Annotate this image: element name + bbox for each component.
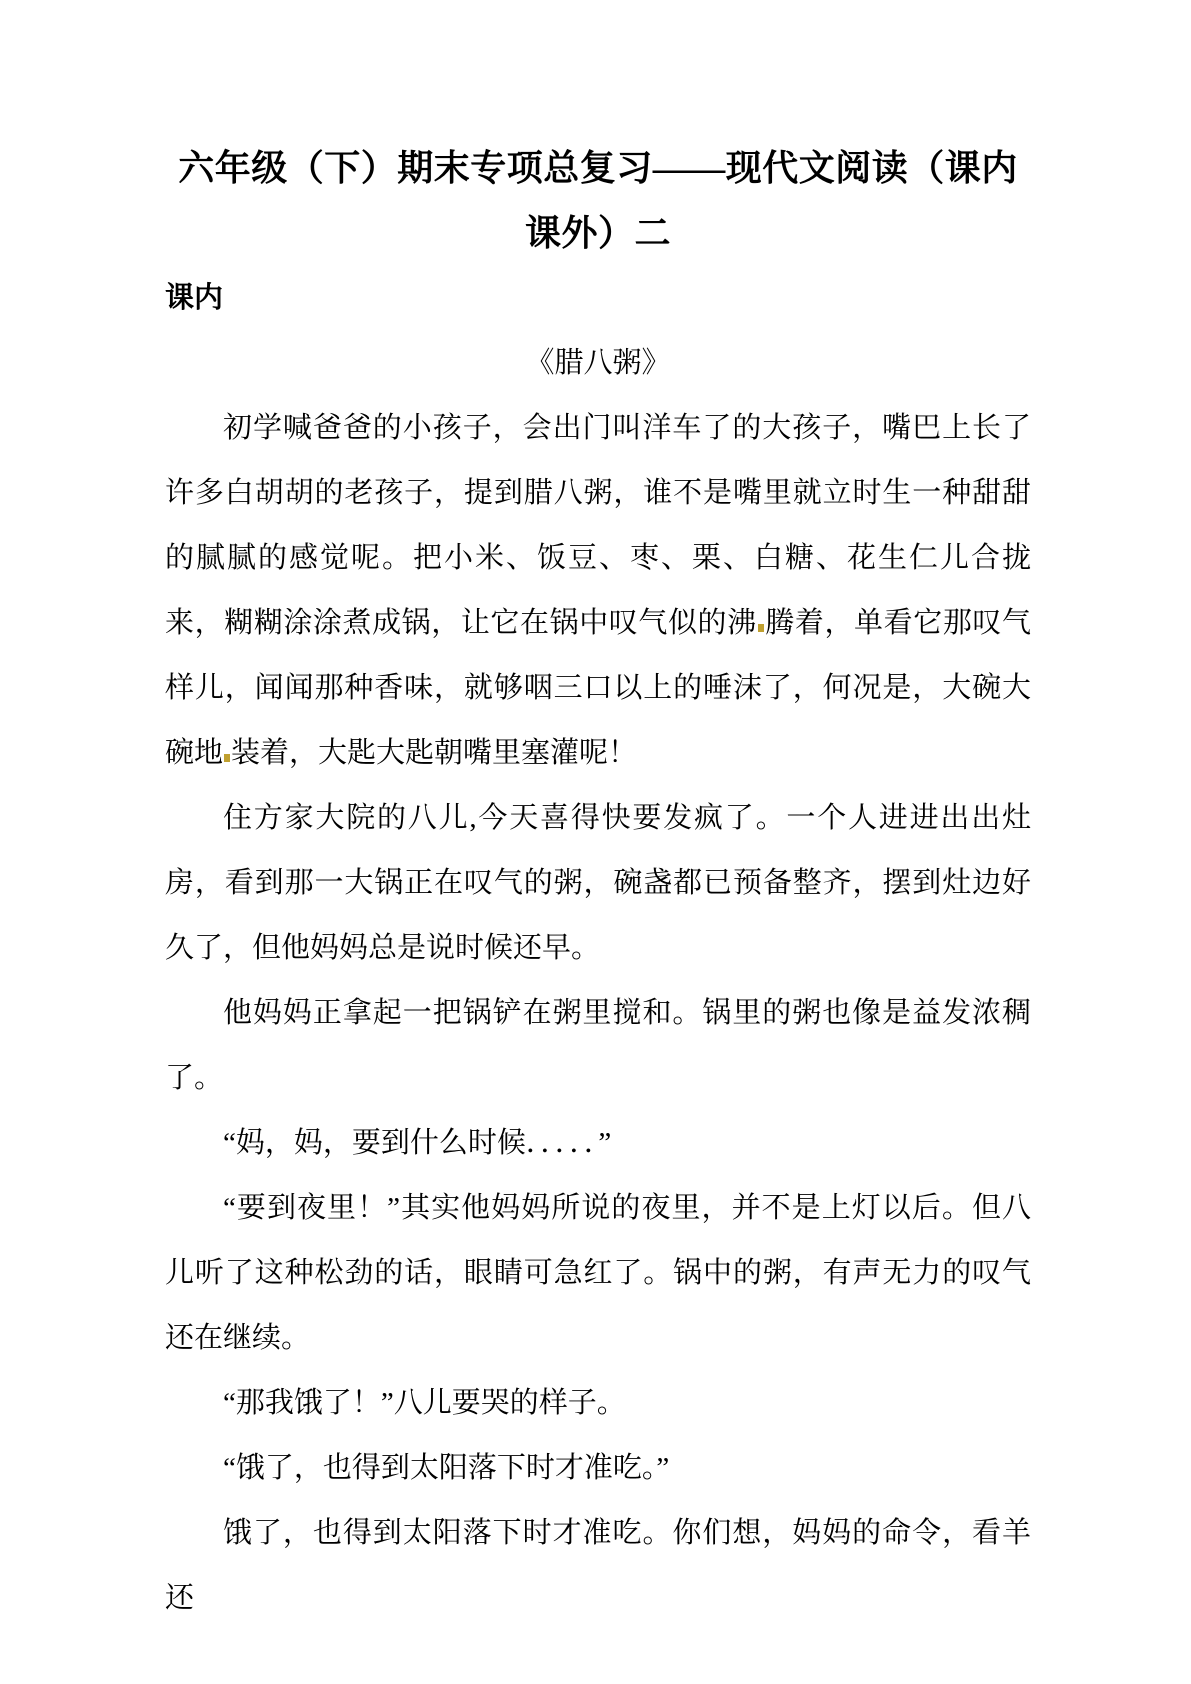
paragraph: [165, 1111, 1031, 1176]
paragraph-text: 腾着，单看它那叹气样儿，闻闻那种香味，就够咽三口以上的唾沫了，何况是，大碗大碗地: [165, 607, 1031, 769]
paragraph-text: “妈，妈，要到什么时候．．．．．”: [223, 1127, 612, 1159]
paragraph: [165, 1501, 1031, 1631]
paragraph-text: 他妈妈正拿起一把锅铲在粥里搅和。锅里的粥也像是益发浓稠了。: [165, 997, 1031, 1094]
paragraph-text: “要到夜里！”其实他妈妈所说的夜里，并不是上灯以后。但八儿听了这种松劲的话，眼睛可急红了。锅中的粥，有声无力的叹气还在继续。: [165, 1192, 1031, 1354]
section-heading: 课内: [165, 282, 224, 314]
paragraph-text: “饿了，也得到太阳落下时才准吃。”: [223, 1452, 670, 1484]
document-title: [165, 136, 1031, 266]
paragraph-text: “那我饿了！”八儿要哭的样子。: [223, 1387, 626, 1419]
paragraph: [165, 1436, 1031, 1501]
document-title-line-1: 六年级（下）期末专项总复习——现代文阅读（课内: [178, 148, 1018, 188]
paragraph: [165, 1371, 1031, 1436]
paragraph-text: 住方家大院的八儿,今天喜得快要发疯了。一个人进进出出灶房，看到那一大锅正在叹气的粥，碗盏都已预备整齐，摆到灶边好久了，但他妈妈总是说时候还早。: [165, 802, 1031, 964]
paragraph: [165, 981, 1031, 1111]
document-content: [165, 136, 1031, 1631]
paragraph-text: 初学喊爸爸的小孩子，会出门叫洋车了的大孩子，嘴巴上长了许多白胡胡的老孩子，提到腊八粥，谁不是嘴里就立时生一种甜甜的腻腻的感觉呢。把小米、饭豆、枣、栗、白糖、花生仁儿合拢来，糊糊涂涂煮成锅，让它在锅中叹气似的沸: [165, 412, 1031, 639]
paragraph: [165, 786, 1031, 981]
paragraph-text: 装着，大匙大匙朝嘴里塞灌呢！: [231, 737, 638, 769]
paragraph: [165, 1176, 1031, 1371]
paragraph-text: 饿了，也得到太阳落下时才准吃。你们想，妈妈的命令，看羊还: [165, 1517, 1031, 1614]
proofing-mark-icon: [758, 624, 764, 632]
article-title: 《腊八粥》: [525, 347, 671, 379]
article-body: [165, 396, 1031, 1631]
document-title-line-2: 课外）二: [524, 213, 671, 253]
paragraph: [165, 396, 1031, 786]
proofing-mark-icon: [224, 754, 230, 762]
